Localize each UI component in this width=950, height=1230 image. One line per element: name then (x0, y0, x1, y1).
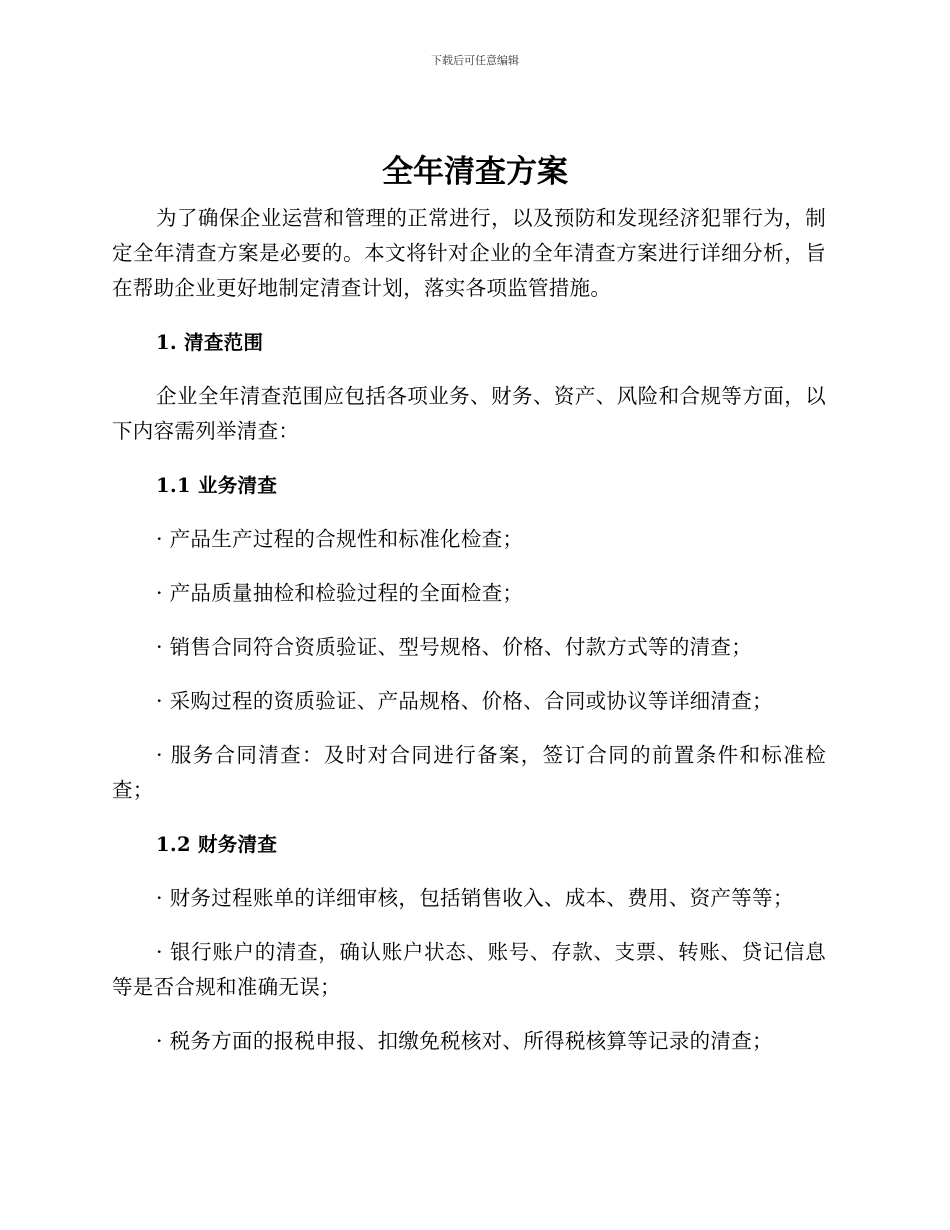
section-heading-finance: 1.2 财务清查 (156, 833, 278, 856)
list-item: · 产品质量抽检和检验过程的全面检查； (156, 581, 524, 605)
list-item: · 税务方面的报税申报、扣缴免税核对、所得税核算等记录的清查； (156, 1029, 773, 1053)
section-heading-business: 1.1 业务清查 (156, 474, 278, 497)
section-heading-scope: 1. 清查范围 (156, 331, 264, 354)
list-item: · 采购过程的资质验证、产品规格、价格、合同或协议等详细清查； (156, 689, 773, 713)
list-item: · 服务合同清查：及时对合同进行备案，签订合同的前置条件和标准检查； (112, 743, 826, 802)
scope-paragraph: 企业全年清查范围应包括各项业务、财务、资产、风险和合规等方面，以下内容需列举清查： (112, 384, 826, 443)
list-item: · 银行账户的清查，确认账户状态、账号、存款、支票、转账、贷记信息等是否合规和准确无误； (112, 940, 826, 999)
list-item: · 销售合同符合资质验证、型号规格、价格、付款方式等的清查； (156, 635, 753, 659)
document-body (112, 201, 826, 1078)
document-title: 全年清查方案 (382, 154, 568, 190)
intro-paragraph: 为了确保企业运营和管理的正常进行，以及预防和发现经济犯罪行为，制定全年清查方案是必要的。本文将针对企业的全年清查方案进行详细分析，旨在帮助企业更好地制定清查计划，落实各项监管措施。 (112, 206, 826, 300)
list-item: · 产品生产过程的合规性和标准化检查； (156, 527, 524, 551)
page-header-watermark: 下载后可任意编辑 (431, 54, 519, 67)
list-item: · 财务过程账单的详细审核，包括销售收入、成本、费用、资产等等； (156, 886, 794, 910)
